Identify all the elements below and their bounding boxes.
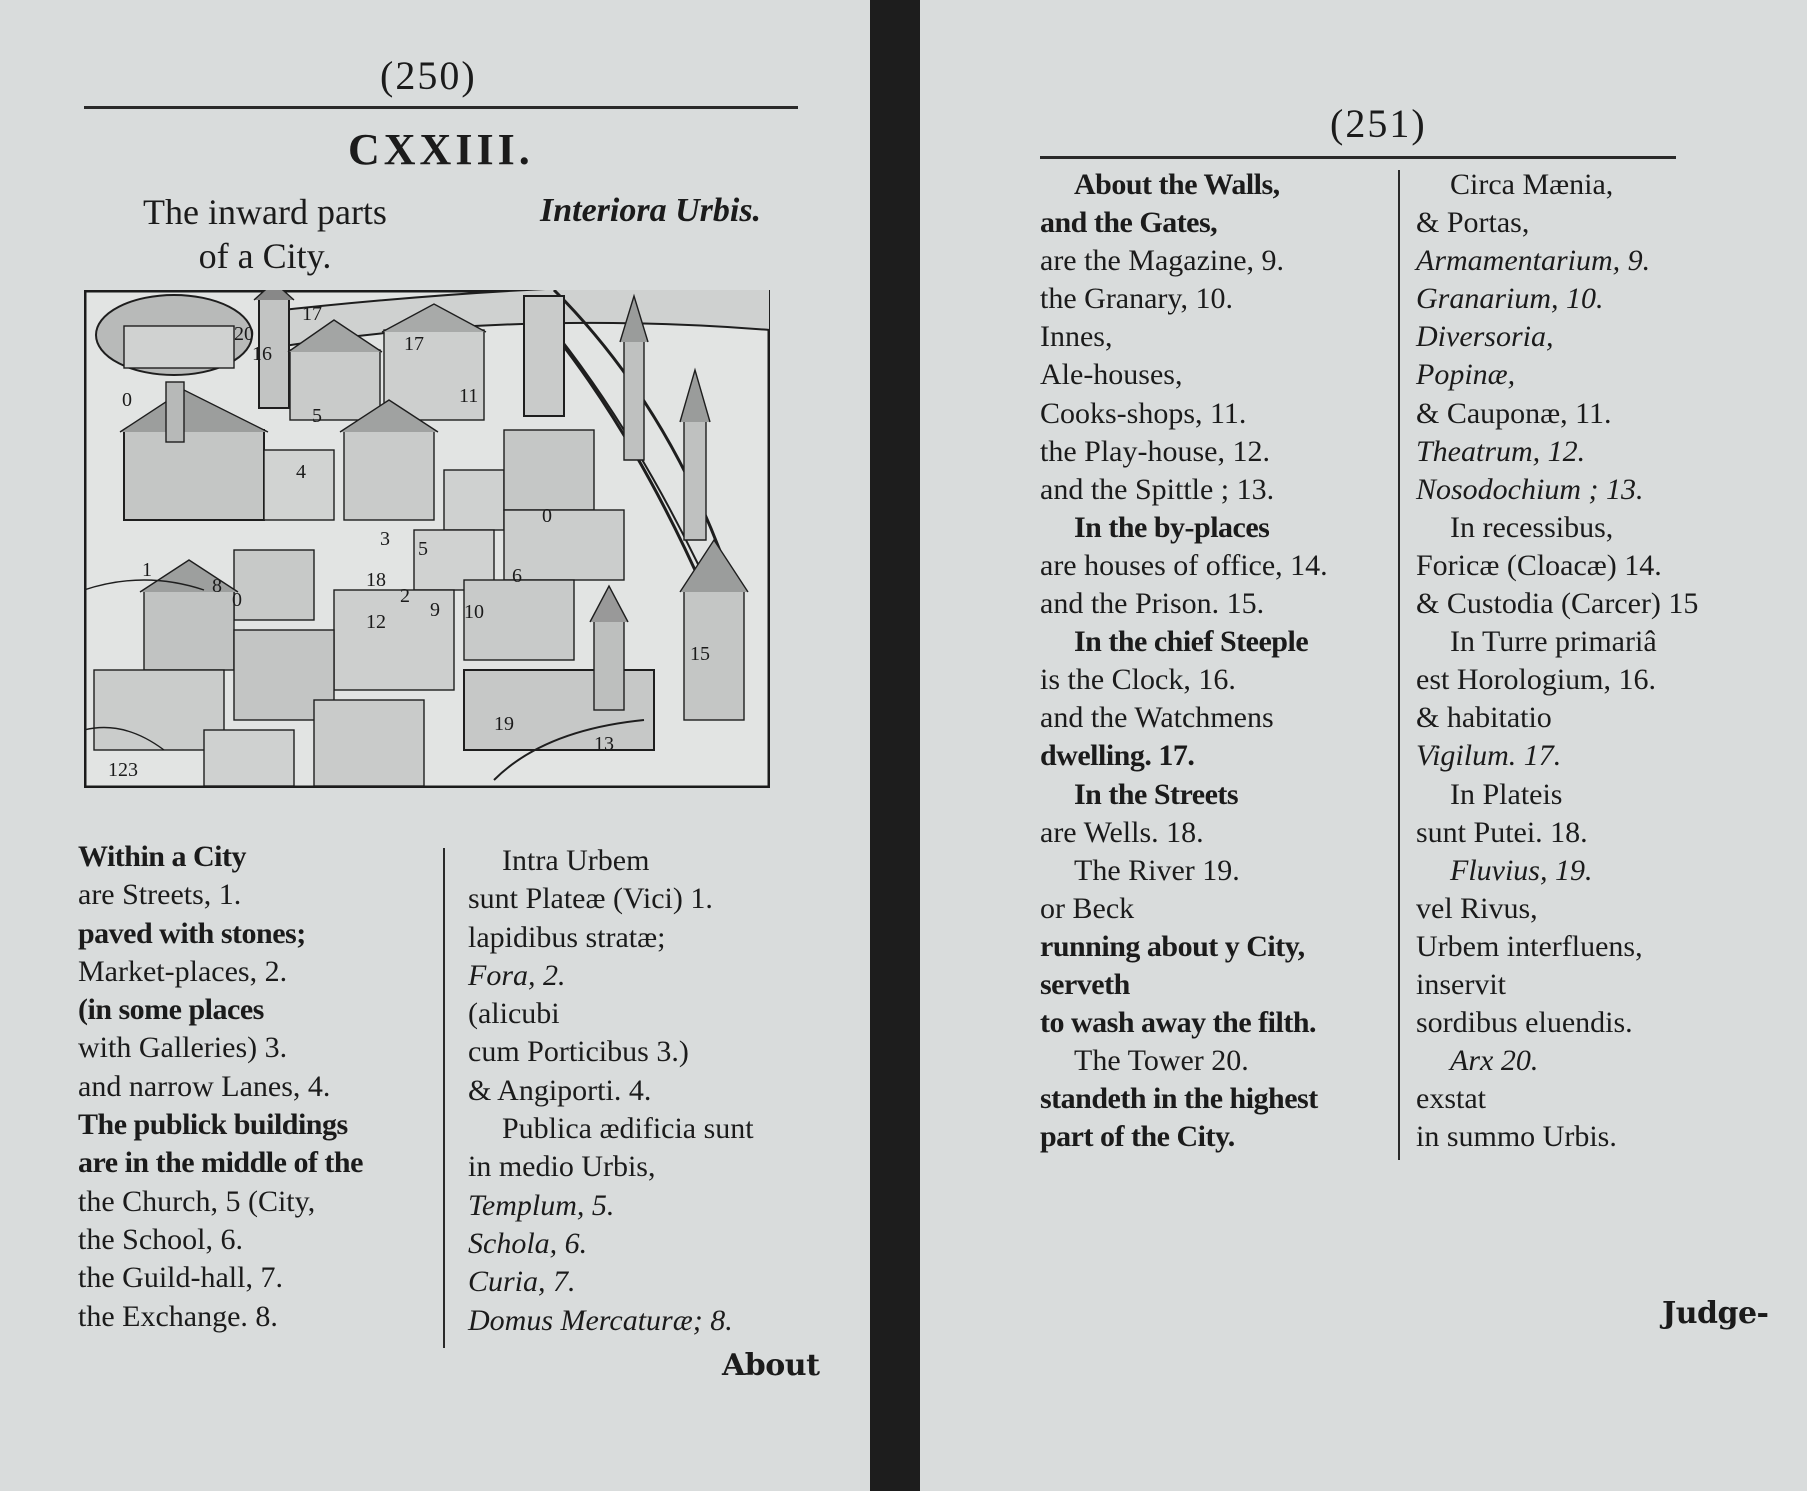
latin-line: Granarium, 10.	[1416, 282, 1604, 316]
english-line: to wash away the filth.	[1040, 1006, 1317, 1040]
woodcut-label: 123	[108, 759, 138, 781]
latin-line: Curia, 7.	[468, 1265, 576, 1299]
title-english-line-1: The inward parts	[143, 192, 387, 232]
woodcut-label: 1	[142, 559, 152, 581]
latin-line: Schola, 6.	[468, 1226, 588, 1260]
english-line: or Beck	[1040, 891, 1135, 925]
page-number-left: (250)	[380, 53, 477, 98]
english-line: the Granary, 10.	[1040, 282, 1233, 316]
woodcut-label: 12	[366, 611, 386, 633]
latin-line: in medio Urbis,	[468, 1150, 656, 1184]
latin-line: Popinæ,	[1416, 358, 1516, 392]
woodcut-label: 10	[464, 601, 484, 623]
english-line: standeth in the highest	[1040, 1082, 1318, 1116]
woodcut-label: 20	[234, 323, 254, 345]
latin-line: Publica ædificia sunt	[502, 1112, 754, 1146]
woodcut-label: 5	[312, 405, 322, 427]
woodcut-label: 15	[690, 643, 710, 665]
header-rule-right	[1040, 156, 1676, 159]
latin-line: sunt Plateæ (Vici) 1.	[468, 882, 713, 916]
woodcut-label: 11	[459, 385, 479, 407]
catchword-left: About	[722, 1348, 820, 1383]
column-divider-left	[443, 848, 445, 1348]
latin-line: & Cauponæ, 11.	[1416, 396, 1612, 430]
right-page	[920, 0, 1807, 1491]
latin-line: Domus Mercaturæ; 8.	[468, 1303, 733, 1337]
woodcut-label: 4	[296, 461, 306, 483]
woodcut-label: 5	[418, 538, 428, 560]
english-line: Ale-houses,	[1040, 358, 1183, 392]
header-rule-left	[84, 106, 798, 109]
english-line: In the chief Steeple	[1074, 625, 1309, 659]
english-line: The publick buildings	[78, 1108, 348, 1142]
english-line: with Galleries) 3.	[78, 1031, 288, 1065]
latin-line: Vigilum. 17.	[1416, 739, 1562, 773]
latin-line: Urbem interfluens,	[1416, 929, 1643, 963]
latin-line: Foricæ (Cloacæ) 14.	[1416, 548, 1662, 582]
title-latin: Interiora Urbis.	[540, 192, 762, 229]
woodcut-label: 0	[542, 505, 552, 527]
latin-line: in summo Urbis.	[1416, 1120, 1617, 1154]
english-line: are Streets, 1.	[78, 878, 242, 912]
latin-line: Arx 20.	[1450, 1044, 1539, 1078]
english-line: Cooks-shops, 11.	[1040, 396, 1247, 430]
english-line: are houses of office, 14.	[1040, 548, 1328, 582]
catchword-right: Judge-	[1662, 1296, 1769, 1331]
latin-line: exstat	[1416, 1082, 1486, 1116]
section-number: CXXIII.	[348, 125, 534, 174]
woodcut-label: 3	[380, 528, 390, 550]
latin-line: In recessibus,	[1450, 510, 1614, 544]
latin-line: & Custodia (Carcer) 15	[1416, 587, 1699, 621]
left-latin-column	[468, 842, 754, 1340]
english-line: paved with stones;	[78, 916, 306, 950]
latin-line: (alicubi	[468, 997, 560, 1031]
latin-line: Fluvius, 19.	[1450, 853, 1593, 887]
left-page	[0, 0, 870, 1491]
latin-line: Armamentarium, 9.	[1416, 244, 1651, 278]
english-line: dwelling. 17.	[1040, 739, 1195, 773]
english-line: the Guild-hall, 7.	[78, 1261, 283, 1295]
english-line: are Wells. 18.	[1040, 815, 1204, 849]
woodcut-label: 6	[512, 565, 522, 587]
english-line: and the Watchmens	[1040, 701, 1274, 735]
woodcut-label: 9	[430, 599, 440, 621]
latin-line: Nosodochium ; 13.	[1416, 472, 1644, 506]
english-line: is the Clock, 16.	[1040, 663, 1236, 697]
latin-line: & Portas,	[1416, 206, 1530, 240]
english-line: In the Streets	[1074, 777, 1239, 811]
latin-line: & habitatio	[1416, 701, 1552, 735]
woodcut-label: 2	[400, 585, 410, 607]
woodcut-label: 0	[232, 589, 242, 611]
page-number-right: (251)	[1330, 101, 1427, 146]
english-line: part of the City.	[1040, 1120, 1235, 1154]
latin-line: Templum, 5.	[468, 1188, 615, 1222]
english-line: Innes,	[1040, 320, 1113, 354]
woodcut-illustration	[84, 290, 770, 788]
english-line: In the by-places	[1074, 510, 1270, 544]
latin-line: Intra Urbem	[502, 844, 650, 877]
woodcut-label: 16	[252, 343, 272, 365]
title-english	[100, 190, 430, 278]
woodcut-label: 13	[594, 733, 614, 755]
latin-line: Theatrum, 12.	[1416, 434, 1586, 468]
latin-line: Fora, 2.	[468, 958, 566, 992]
left-english-column	[78, 838, 363, 1336]
latin-line: sordibus eluendis.	[1416, 1006, 1633, 1040]
english-line: are the Magazine, 9.	[1040, 244, 1285, 278]
latin-line: inservit	[1416, 967, 1506, 1001]
english-line: and the Gates,	[1040, 206, 1218, 240]
english-line: and the Prison. 15.	[1040, 587, 1265, 621]
english-line: (in some places	[78, 993, 264, 1027]
english-line: the School, 6.	[78, 1222, 243, 1256]
latin-line: lapidibus stratæ;	[468, 920, 666, 954]
english-line: Within a City	[78, 840, 246, 873]
english-line: Market-places, 2.	[78, 954, 288, 988]
english-line: About the Walls,	[1074, 168, 1280, 201]
english-line: are in the middle of the	[78, 1146, 363, 1180]
english-line: the Exchange. 8.	[78, 1299, 278, 1333]
woodcut-label: 17	[404, 333, 424, 355]
english-line: the Church, 5 (City,	[78, 1184, 316, 1218]
woodcut-label: 17	[302, 303, 322, 325]
woodcut-label: 0	[122, 389, 132, 411]
latin-line: vel Rivus,	[1416, 891, 1538, 925]
english-line: The Tower 20.	[1074, 1044, 1249, 1078]
english-line: running about y City,	[1040, 929, 1305, 963]
woodcut-label: 18	[366, 569, 386, 591]
woodcut-label: 19	[494, 713, 514, 735]
english-line: and narrow Lanes, 4.	[78, 1069, 331, 1103]
english-line: the Play-house, 12.	[1040, 434, 1270, 468]
latin-line: In Plateis	[1450, 777, 1563, 811]
column-divider-right	[1398, 170, 1400, 1160]
latin-line: Diversoria,	[1416, 320, 1554, 354]
title-english-line-2: of a City.	[198, 236, 332, 276]
english-line: serveth	[1040, 967, 1130, 1001]
latin-line: & Angiporti. 4.	[468, 1073, 652, 1107]
latin-line: est Horologium, 16.	[1416, 663, 1656, 697]
right-english-column	[1040, 166, 1328, 1156]
latin-line: In Turre primariâ	[1450, 625, 1657, 659]
latin-line: sunt Putei. 18.	[1416, 815, 1588, 849]
english-line: and the Spittle ; 13.	[1040, 472, 1275, 506]
latin-line: cum Porticibus 3.)	[468, 1035, 689, 1069]
english-line: The River 19.	[1074, 853, 1240, 887]
latin-line: Circa Mænia,	[1450, 168, 1614, 201]
right-latin-column	[1416, 166, 1698, 1156]
woodcut-label: 8	[212, 575, 222, 597]
